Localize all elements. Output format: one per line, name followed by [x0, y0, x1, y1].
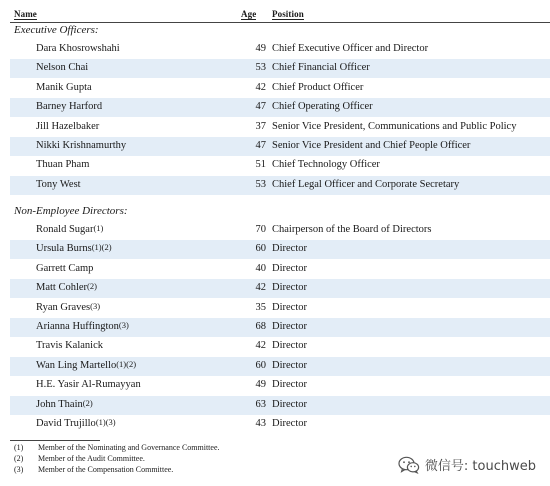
- person-name-text: Thuan Pham: [36, 159, 90, 171]
- person-name: [36, 418, 116, 429]
- person-age: 37: [255, 120, 266, 132]
- person-name-text: John Thain: [36, 398, 83, 410]
- footnote-text: Member of the Audit Committee.: [38, 454, 145, 463]
- footnote: [14, 465, 173, 474]
- person-name: [36, 159, 89, 170]
- person-name: [36, 340, 103, 351]
- person-name-text: Matt Cohler: [36, 282, 88, 294]
- person-name-text: Tony West: [36, 178, 81, 190]
- person-name: [36, 140, 126, 151]
- person-age: 47: [255, 101, 266, 113]
- person-position: Director: [272, 243, 307, 255]
- table-row: [10, 299, 550, 318]
- table-row: [10, 59, 550, 78]
- header-age: Age: [241, 9, 257, 19]
- person-position: Director: [272, 321, 307, 332]
- footnote: [14, 454, 145, 463]
- person-position: Director: [272, 262, 307, 274]
- person-name: [36, 224, 103, 235]
- person-name: [36, 179, 81, 190]
- footnote-mark: (1): [14, 443, 24, 452]
- person-name-text: Barney Harford: [36, 101, 103, 113]
- person-age: 49: [255, 379, 266, 391]
- footnote: [14, 443, 220, 452]
- table-row: [10, 318, 550, 337]
- footnote-text: Member of the Nominating and Governance Committee.: [38, 443, 220, 452]
- person-position: Chief Operating Officer: [272, 101, 373, 113]
- person-age: 51: [255, 159, 266, 171]
- footnote-ref: (2): [82, 397, 93, 408]
- section-executive-officers: Executive Officers:: [14, 24, 99, 36]
- person-age: 70: [255, 224, 266, 235]
- table-row: [10, 98, 550, 117]
- table-row: [10, 396, 550, 415]
- person-position: Director: [272, 282, 307, 294]
- person-age: 35: [255, 301, 266, 313]
- table-row: [10, 376, 550, 395]
- footnote-mark: (3): [14, 465, 24, 474]
- header-position: Position: [272, 9, 304, 19]
- person-name: [36, 379, 141, 390]
- footnote-mark: (2): [14, 454, 24, 463]
- table-row: [10, 176, 550, 195]
- person-name-text: Ronald Sugar: [36, 224, 94, 235]
- person-position: Chief Executive Officer and Director: [272, 43, 429, 54]
- person-age: 49: [255, 43, 266, 54]
- person-name: [36, 399, 93, 410]
- table-row: [10, 415, 550, 434]
- person-age: 42: [255, 282, 266, 294]
- person-age: 53: [255, 178, 266, 190]
- person-name-text: Ursula Burns: [36, 243, 92, 255]
- table-row: [10, 221, 550, 240]
- person-name: [36, 121, 99, 132]
- person-name-text: Jill Hazelbaker: [36, 120, 100, 132]
- person-name: [36, 43, 120, 54]
- footnote-ref: (1)(2): [91, 242, 112, 253]
- table-row: [10, 240, 550, 259]
- table-row: [10, 260, 550, 279]
- person-name: [36, 302, 100, 313]
- header-name: Name: [14, 9, 37, 19]
- person-position: Chairperson of the Board of Directors: [272, 224, 432, 235]
- person-name-text: H.E. Yasir Al-Rumayyan: [36, 379, 141, 391]
- person-position: Director: [272, 359, 307, 371]
- person-name-text: David Trujillo: [36, 418, 96, 429]
- person-position: Director: [272, 340, 307, 352]
- footnote-ref: (1)(3): [95, 417, 116, 427]
- person-name: [36, 62, 88, 73]
- person-age: 60: [255, 243, 266, 255]
- person-position: Chief Technology Officer: [272, 159, 380, 171]
- person-name-text: Garrett Camp: [36, 262, 94, 274]
- person-age: 63: [255, 398, 266, 410]
- person-position: Chief Legal Officer and Corporate Secretary: [272, 178, 460, 190]
- watermark-text: 微信号: touchweb: [424, 459, 536, 474]
- watermark: [398, 455, 536, 474]
- person-name: [36, 243, 112, 254]
- person-name: [36, 360, 136, 371]
- table-row: [10, 137, 550, 156]
- table-header: [0, 9, 550, 23]
- section-non-employee-directors: Non-Employee Directors:: [14, 205, 128, 217]
- footnote-ref: (1): [93, 223, 104, 233]
- person-position: Chief Financial Officer: [272, 62, 370, 74]
- person-name-text: Travis Kalanick: [36, 340, 103, 352]
- footnote-rule: [10, 440, 100, 441]
- person-position: Director: [272, 418, 307, 429]
- person-age: 60: [255, 359, 266, 371]
- table-row: [10, 337, 550, 356]
- person-position: Senior Vice President, Communications and Public Policy: [272, 120, 517, 132]
- table-row: [10, 118, 550, 137]
- table-row: [10, 79, 550, 98]
- footnote-ref: (3): [90, 300, 101, 311]
- person-name: [36, 101, 102, 112]
- footnote-ref: (3): [118, 320, 129, 330]
- person-position: Senior Vice President and Chief People Officer: [272, 140, 471, 151]
- person-name-text: Ryan Graves: [36, 301, 91, 313]
- footnote-ref: (1)(2): [116, 358, 137, 369]
- person-age: 40: [255, 262, 266, 274]
- person-name: [36, 282, 97, 293]
- person-name-text: Manik Gupta: [36, 81, 92, 93]
- person-name-text: Wan Ling Martello: [36, 359, 117, 371]
- person-age: 68: [255, 321, 266, 332]
- wechat-icon: [398, 456, 420, 474]
- person-age: 53: [255, 62, 266, 74]
- person-name: [36, 321, 129, 332]
- person-position: Director: [272, 379, 307, 391]
- person-age: 47: [255, 140, 266, 151]
- person-position: Director: [272, 301, 307, 313]
- footnote-text: Member of the Compensation Committee.: [38, 465, 174, 474]
- table-row: [10, 156, 550, 175]
- table-row: [10, 357, 550, 376]
- table-row: [10, 40, 550, 59]
- person-position: Chief Product Officer: [272, 81, 364, 93]
- person-name-text: Nelson Chai: [36, 62, 89, 74]
- person-name: [36, 82, 92, 93]
- person-name-text: Arianna Huffington: [36, 321, 119, 332]
- person-name-text: Nikki Krishnamurthy: [36, 140, 127, 151]
- person-position: Director: [272, 398, 307, 410]
- person-age: 42: [255, 81, 266, 93]
- table-row: [10, 279, 550, 298]
- person-name: [36, 263, 93, 274]
- person-age: 43: [255, 418, 266, 429]
- person-name-text: Dara Khosrowshahi: [36, 43, 120, 54]
- person-age: 42: [255, 340, 266, 352]
- footnote-ref: (2): [87, 281, 97, 292]
- header-rule: [10, 22, 550, 23]
